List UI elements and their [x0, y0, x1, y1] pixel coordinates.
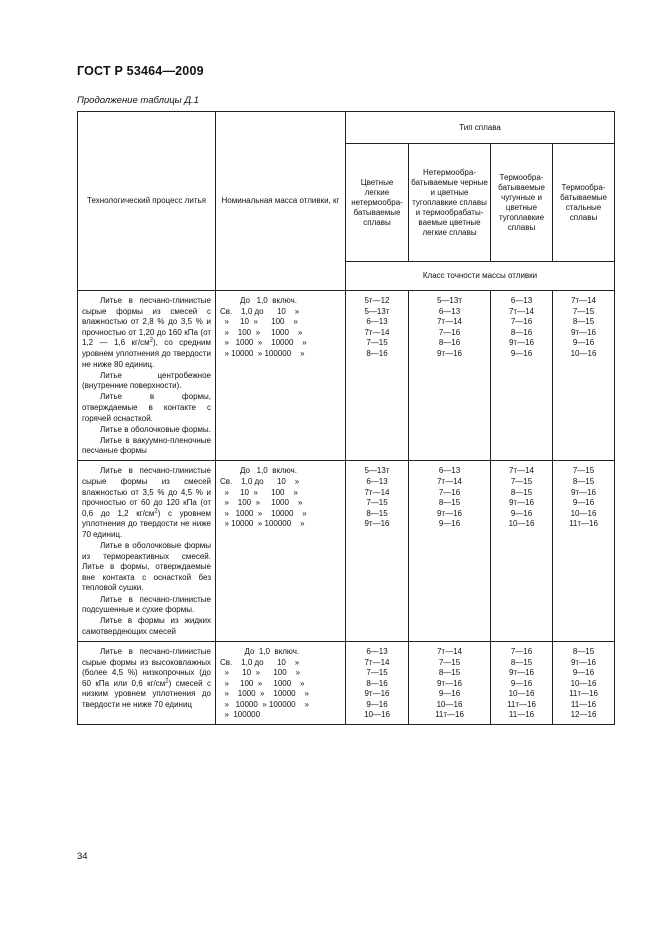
mass-range: » 100 » 1000 » [220, 327, 303, 337]
header-alloy-nonheat-treated: Нетермообра-батываемые черные и цветные тугоплавкие сплавы и термообрабаты-ваемые цветные легкие сплавы [409, 144, 491, 262]
accuracy-value: 9—16 [510, 348, 533, 358]
accuracy-value: 11т—16 [569, 689, 598, 699]
accuracy-value: 10—16 [570, 678, 597, 688]
accuracy-value: 8—15 [438, 498, 461, 508]
accuracy-cell [491, 461, 553, 642]
accuracy-value: 8—16 [438, 338, 461, 348]
accuracy-value: 7т—14 [436, 646, 462, 656]
table-caption: Продолжение таблицы Д.1 [77, 95, 199, 106]
accuracy-cell [553, 641, 615, 724]
accuracy-value: 9т—16 [508, 668, 534, 678]
accuracy-value: 11т—16 [569, 519, 598, 529]
mass-range: » 1000 » 10000 » [220, 338, 307, 348]
accuracy-value: 9т—16 [364, 689, 390, 699]
accuracy-value: 7—16 [438, 487, 461, 497]
header-alloy-steel: Термообра-батываемые стальные сплавы [553, 144, 615, 262]
mass-range: До 1,0 включ. [220, 296, 297, 305]
accuracy-value: 9т—16 [570, 327, 596, 337]
accuracy-value: 9—16 [438, 519, 461, 529]
accuracy-value: 7т—14 [570, 296, 596, 305]
accuracy-value: 7—15 [510, 477, 533, 486]
accuracy-cell [553, 461, 615, 642]
accuracy-value: 6—13 [438, 306, 461, 316]
accuracy-cell [346, 641, 409, 724]
accuracy-value: 7т—14 [436, 477, 462, 486]
accuracy-value: 9т—16 [364, 519, 390, 529]
accuracy-value: 7—15 [366, 338, 388, 348]
accuracy-value: 9т—16 [436, 348, 462, 358]
accuracy-value: 11т—16 [507, 699, 536, 709]
accuracy-value: 11т—16 [435, 710, 464, 720]
accuracy-value: 9т—16 [508, 498, 534, 508]
document-title: ГОСТ Р 53464—2009 [77, 64, 204, 78]
process-cell [78, 461, 216, 642]
mass-range: » 10 » 100 » [220, 668, 301, 678]
mass-range: » 100000 [220, 710, 261, 720]
mass-range: » 10 » 100 » [220, 487, 298, 497]
accuracy-value: 10—16 [508, 519, 535, 529]
accuracy-table [77, 111, 615, 725]
accuracy-value: 8—16 [510, 327, 533, 337]
accuracy-value: 8—15 [366, 508, 388, 518]
accuracy-value: 5—13т [364, 306, 390, 316]
accuracy-value: 9т—16 [508, 338, 534, 348]
accuracy-cell [491, 641, 553, 724]
accuracy-value: 6—13 [510, 296, 533, 305]
mass-cell [216, 461, 346, 642]
accuracy-value: 6—13 [366, 646, 388, 656]
accuracy-value: 8—15 [510, 487, 533, 497]
accuracy-value: 7—16 [438, 327, 461, 337]
accuracy-value: 7—15 [438, 657, 461, 667]
accuracy-value: 10—16 [570, 348, 597, 358]
accuracy-value: 9т—16 [436, 508, 462, 518]
mass-range: » 10 » 100 » [220, 317, 298, 327]
accuracy-value: 7т—14 [508, 466, 534, 476]
accuracy-value: 8—16 [366, 348, 388, 358]
process-paragraph: Литье в формы из жидких самотвердеющих смесей [82, 616, 211, 636]
mass-cell [216, 291, 346, 461]
accuracy-value: 7т—14 [364, 327, 390, 337]
page-number: 34 [77, 851, 88, 862]
accuracy-value: 8—15 [438, 668, 461, 678]
mass-range: Св. 1,0 до 10 » [220, 306, 300, 316]
accuracy-value: 7—16 [510, 646, 533, 656]
accuracy-value: 7т—14 [364, 487, 390, 497]
accuracy-value: 8—16 [366, 678, 388, 688]
accuracy-value: 8—15 [510, 657, 533, 667]
accuracy-value: 5—13т [436, 296, 462, 305]
mass-range: » 1000 » 10000 » [220, 689, 309, 699]
process-paragraph: Литье в оболочковые формы из термореактивных смесей. Литье в формы, отверждаемые вне контакта с оснасткой без тепловой сушки. [82, 541, 211, 593]
mass-range: » 1000 » 10000 » [220, 508, 307, 518]
accuracy-value: 9—16 [572, 338, 595, 348]
accuracy-value: 10—16 [508, 689, 535, 699]
table-row [78, 291, 615, 461]
accuracy-value: 7—15 [572, 306, 595, 316]
accuracy-value: 8—15 [572, 317, 595, 327]
accuracy-value: 11—16 [570, 699, 597, 709]
accuracy-value: 7—15 [366, 498, 388, 508]
accuracy-value: 7т—14 [508, 306, 534, 316]
accuracy-value: 8—15 [572, 477, 595, 486]
accuracy-value: 7т—14 [436, 317, 462, 327]
accuracy-value: 7т—14 [364, 657, 390, 667]
accuracy-cell [409, 641, 491, 724]
process-paragraph: Литье в песчано-глинистые сырые формы из смесей с влажностью от 2,8 % до 3,5 % и прочностью от 1,20 до 160 кПа (от 1,2 — 1,6 $кг/см^2$), со средним уровнем уплотнения до твердости не ниже 80 единиц. [82, 296, 211, 369]
accuracy-value: 9т—16 [436, 678, 462, 688]
process-paragraph: Литье в песчано-глинистые подсушенные и сухие формы. [82, 594, 211, 615]
mass-range: » 10000 » 100000 » [220, 699, 309, 709]
process-paragraph: Литье в песчано-глинистые сырые формы из высоковлажных (более 4,5 %) низкопрочных (до 60 кПа или 0,6 $кг/см^2$) смесей с низким уровнем уплотнения до твердости не ниже 70 единиц [82, 646, 211, 709]
process-cell [78, 641, 216, 724]
header-alloy-cast-iron: Термообра-батываемые чугунные и цветные тугоплавкие сплавы [491, 144, 553, 262]
mass-range: Св. 1,0 до 10 » [220, 477, 300, 486]
accuracy-value: 9—16 [510, 678, 533, 688]
header-accuracy-class: Класс точности массы отливки [346, 262, 615, 291]
header-alloy-light-nonferrous: Цветные легкие нетермообра-батываемые сплавы [346, 144, 409, 262]
accuracy-value: 10—16 [570, 508, 597, 518]
accuracy-value: 6—13 [366, 477, 388, 486]
accuracy-value: 9—16 [366, 699, 388, 709]
accuracy-value: 9—16 [572, 668, 595, 678]
accuracy-value: 11—16 [508, 710, 535, 720]
accuracy-cell [553, 291, 615, 461]
accuracy-value: 7—15 [366, 668, 388, 678]
table-body [78, 291, 615, 725]
header-process: Технологический процесс литья [78, 112, 216, 291]
accuracy-value: 9т—16 [570, 657, 596, 667]
table-row [78, 461, 615, 642]
accuracy-cell [409, 291, 491, 461]
process-paragraph: Литье центробежное (внутренние поверхности). [82, 370, 211, 391]
header-alloy-type: Тип сплава [346, 112, 615, 144]
mass-cell [216, 641, 346, 724]
accuracy-value: 10—16 [364, 710, 390, 720]
mass-range: » 100 » 1000 » [220, 678, 305, 688]
accuracy-value: 7—15 [572, 466, 595, 476]
process-paragraph: Литье в вакуумно-пленочные песчаные формы [82, 435, 211, 456]
process-paragraph: Литье в песчано-глинистые сырые формы из смесей влажностью от 3,5 % до 4,5 % и прочностью от 60 до 120 кПа (от 0,6 до 1,2 $кг/см^2$) с уровнем уплотнения до твердости не ниже 70 единиц. [82, 466, 211, 539]
accuracy-value: 9т—16 [570, 487, 596, 497]
mass-range: » 10000 » 100000 » [220, 519, 305, 529]
process-cell [78, 291, 216, 461]
accuracy-value: 10—16 [436, 699, 463, 709]
process-paragraph: Литье в формы, отверждаемые в контакте с горячей оснасткой. [82, 392, 211, 423]
accuracy-value: 9—16 [510, 508, 533, 518]
accuracy-value: 6—13 [366, 317, 388, 327]
mass-range: » 10000 » 100000 » [220, 348, 305, 358]
accuracy-value: 6—13 [438, 466, 461, 476]
mass-range: Св. 1,0 до 10 » [220, 657, 300, 667]
accuracy-value: 9—16 [438, 689, 461, 699]
accuracy-value: 7—16 [510, 317, 533, 327]
accuracy-cell [491, 291, 553, 461]
mass-range: До 1,0 включ. [220, 646, 300, 656]
process-paragraph: Литье в оболочковые формы. [100, 424, 211, 434]
table-row [78, 641, 615, 724]
header-mass: Номинальная масса отливки, кг [216, 112, 346, 291]
accuracy-cell [346, 291, 409, 461]
mass-range: » 100 » 1000 » [220, 498, 303, 508]
accuracy-value: 12—16 [570, 710, 597, 720]
accuracy-value: 5т—12 [364, 296, 390, 305]
accuracy-cell [409, 461, 491, 642]
mass-range: До 1,0 включ. [220, 466, 297, 476]
accuracy-value: 9—16 [572, 498, 595, 508]
accuracy-value: 8—15 [572, 646, 595, 656]
accuracy-value: 5—13т [364, 466, 390, 476]
accuracy-cell [346, 461, 409, 642]
